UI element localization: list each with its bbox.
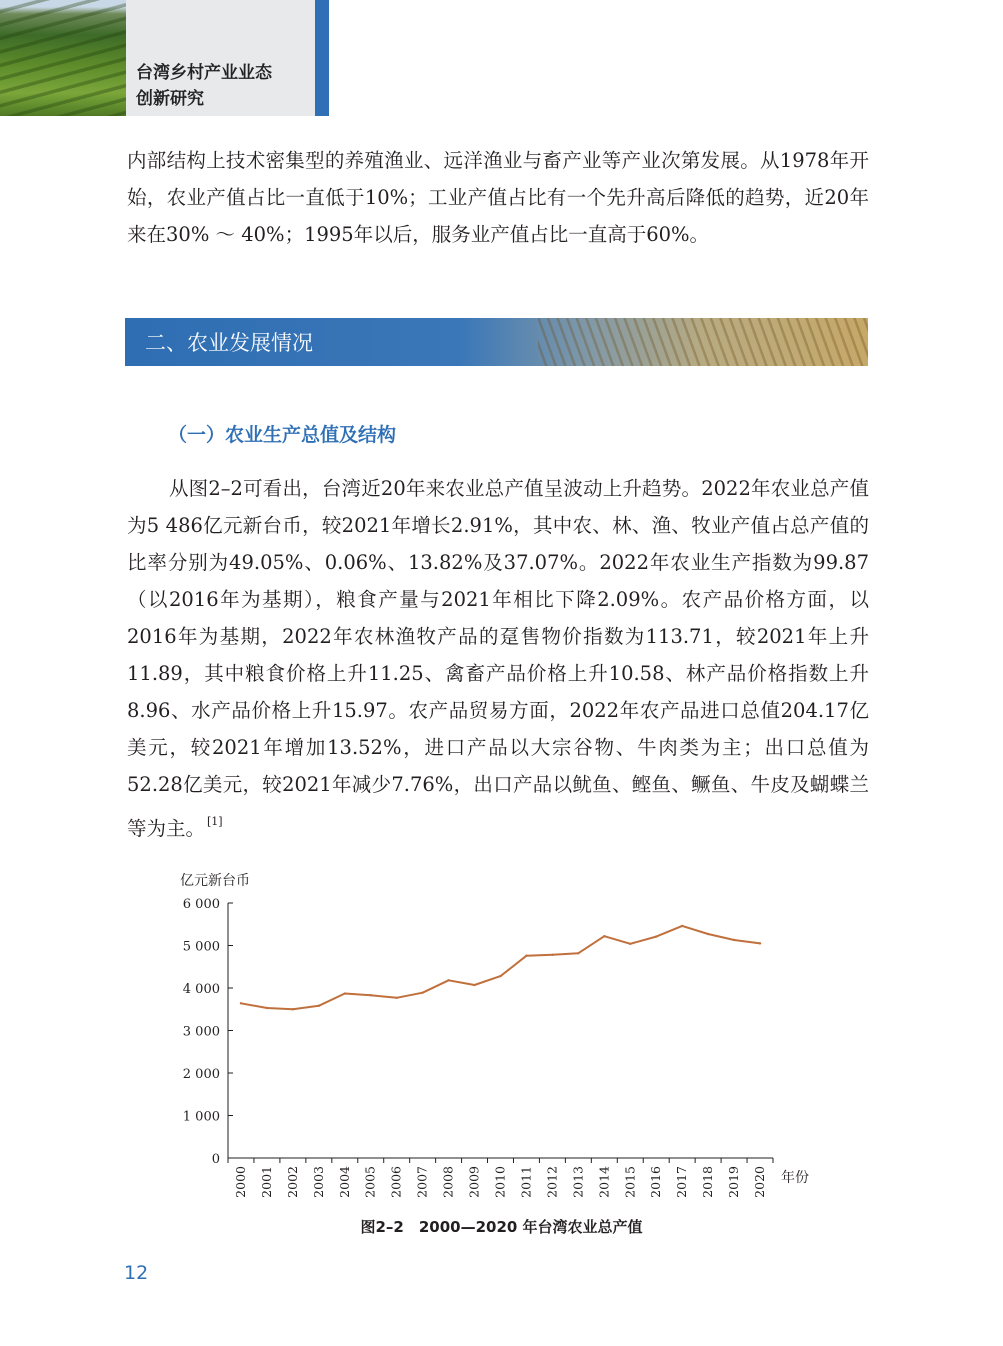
book-title-line2: 创新研究 xyxy=(136,89,204,109)
line-chart xyxy=(160,860,840,1200)
data-point xyxy=(707,933,709,935)
y-tick-label: 2 000 xyxy=(182,1067,220,1082)
y-tick-label: 5 000 xyxy=(182,939,220,955)
data-point xyxy=(447,979,449,981)
x-tick-label: 2012 xyxy=(544,1166,560,1198)
x-tick-label: 2017 xyxy=(674,1166,690,1198)
y-tick-label: 0 xyxy=(211,1152,220,1167)
paragraph-2 xyxy=(127,470,869,847)
x-tick-label: 2020 xyxy=(752,1166,768,1198)
x-tick-label: 2006 xyxy=(388,1166,404,1198)
data-point xyxy=(344,992,346,994)
x-tick-label: 2004 xyxy=(336,1166,352,1198)
data-point xyxy=(292,1008,294,1010)
x-tick-label: 2010 xyxy=(492,1166,508,1198)
x-tick-label: 2018 xyxy=(700,1166,716,1198)
y-tick-label: 4 000 xyxy=(182,982,220,997)
figure-caption: 图2–2 2000—2020 年台湾农业总产值 xyxy=(360,1218,643,1236)
x-tick-label: 2008 xyxy=(440,1166,456,1198)
data-point xyxy=(499,975,501,977)
x-tick-label: 2005 xyxy=(362,1166,378,1198)
data-point xyxy=(629,943,631,945)
section-banner xyxy=(125,318,868,366)
page-number: 12 xyxy=(124,1262,149,1284)
x-tick-label: 2011 xyxy=(518,1166,534,1198)
data-point xyxy=(655,935,657,937)
y-axis-label: 亿元新台币 xyxy=(180,873,250,889)
header-photo xyxy=(0,0,126,116)
x-tick-label: 2014 xyxy=(596,1166,612,1198)
header-accent-bar xyxy=(315,0,329,116)
data-point xyxy=(733,939,735,941)
x-tick-label: 2013 xyxy=(570,1166,586,1198)
data-point xyxy=(240,1002,242,1004)
x-tick-label: 2007 xyxy=(414,1166,430,1198)
citation-ref: [1] xyxy=(207,815,223,828)
data-point xyxy=(421,991,423,993)
x-tick-label: 2003 xyxy=(310,1166,326,1198)
series-line xyxy=(241,926,760,1009)
data-point xyxy=(318,1005,320,1007)
data-point xyxy=(551,954,553,956)
data-point xyxy=(603,935,605,937)
x-tick-label: 2002 xyxy=(284,1166,300,1198)
paragraph-2-text: 从图2–2可看出，台湾近20年来农业总产值呈波动上升趋势。2022年农业总产值为5 486亿元新台币，较2021年增长2.91%，其中农、林、渔、牧业产值占总产值的比率分别为49.05%、0.06%、13.82%及37.07%。2022年农业生产指数为99.87（以2016年为基期），粮食产量与2021年相比下降2.09%。农产品价格方面，以2016年为基期，2022年农林渔牧产品的趸售物价指数为113.71，较2021年上升11.89，其中粮食价格上升11.25、禽畜产品价格上升10.58、林产品价格指数上升8.96、水产品价格上升15.97。农产品贸易方面，2022年农产品进口总值204.17亿美元，较2021年增加13.52%，进口产品以大宗谷物、牛肉类为主；出口总值为52.28亿美元，较2021年减少7.76%，出口产品以鱿鱼、鲣鱼、鳜鱼、牛皮及蝴蝶兰等为主。 xyxy=(127,477,869,840)
subsection-title: （一）农业生产总值及结构 xyxy=(168,424,397,446)
x-tick-label: 2009 xyxy=(466,1166,482,1198)
data-point xyxy=(577,952,579,954)
data-point xyxy=(473,984,475,986)
data-point xyxy=(525,955,527,957)
data-point xyxy=(395,997,397,999)
paragraph-1: 内部结构上技术密集型的养殖渔业、远洋渔业与畜产业等产业次第发展。从1978年开始，农业产值占比一直低于10%；工业产值占比有一个先升高后降低的趋势，近20年来在30% ～ 40%；1995年以后，服务业产值占比一直高于60%。 xyxy=(127,149,869,246)
x-tick-label: 2001 xyxy=(258,1166,274,1198)
y-tick-label: 1 000 xyxy=(182,1109,220,1125)
x-tick-label: 2016 xyxy=(648,1166,664,1198)
chart-svg xyxy=(160,860,840,1200)
data-point xyxy=(266,1007,268,1009)
wheat-image xyxy=(538,318,868,366)
data-point xyxy=(681,925,683,927)
data-point xyxy=(759,942,761,944)
x-axis-label: 年份 xyxy=(781,1170,809,1186)
book-title xyxy=(136,60,311,112)
x-tick-label: 2019 xyxy=(726,1166,742,1198)
x-tick-label: 2000 xyxy=(232,1166,248,1198)
section-title: 二、农业发展情况 xyxy=(145,331,313,355)
x-tick-label: 2015 xyxy=(622,1166,638,1198)
data-point xyxy=(370,994,372,996)
y-tick-label: 3 000 xyxy=(182,1024,220,1040)
book-title-line1: 台湾乡村产业业态 xyxy=(136,63,272,83)
y-tick-label: 6 000 xyxy=(182,897,220,912)
